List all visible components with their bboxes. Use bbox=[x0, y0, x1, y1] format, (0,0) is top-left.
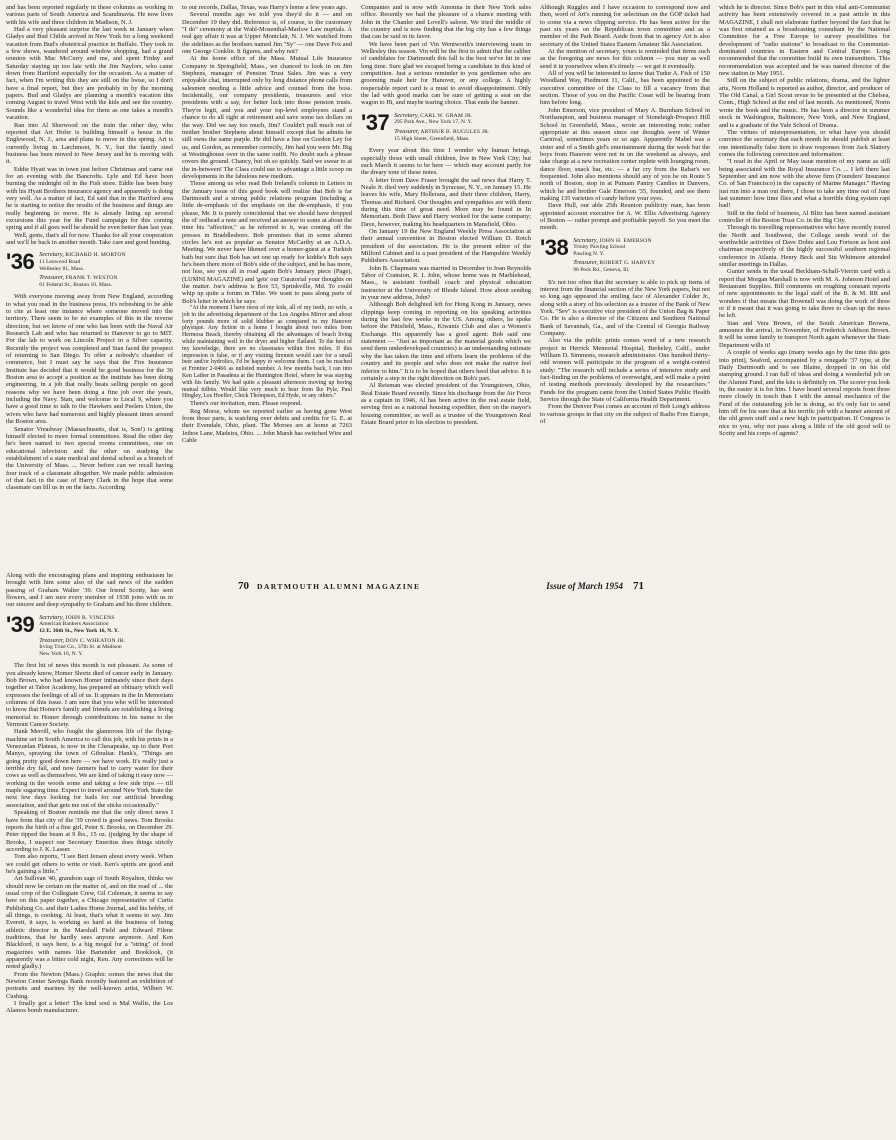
class-header bbox=[6, 249, 173, 288]
paragraph: Gunter sends in the usual Beckham-Schall-Vierrin card with a report that Morgan Marshall is now with M. A. Johnson Hotel and Restaurant Supplies. Bill comments on roughing constant reports of new appointments to the legal staff of the B. & M. RR and wonders if that means that Brownell was doing the work of three or if it meant that it was going to take three to clean up the mess he left. bbox=[719, 268, 890, 320]
treasurer-line bbox=[39, 638, 125, 645]
secretary-role: Secretary, bbox=[39, 251, 64, 259]
treasurer-role: Treasurer, bbox=[39, 274, 65, 282]
secretary-name: JOHN H. EMERSON bbox=[599, 237, 652, 244]
paragraph: Still on the subject of public relations, drama, and the lighter arts, Norm Holland is reported as author, director, and producer of The Old Canal, a Girl Scout revue to be presented at the Chelsea, Conn., High School at the end of last month. As mentioned, Norm wrote the book and the music. He has been a director in summer stock in Washington, Baltimore, New York, and New England, and is a graduate of the Yale School of Drama. bbox=[719, 77, 890, 129]
treasurer-line bbox=[39, 275, 126, 282]
secretary-line bbox=[39, 252, 126, 259]
treasurer-name: FRANK T. WESTON bbox=[65, 275, 118, 282]
paragraph: The first hit of news this month is not pleasant. As some of you already know, Homer Shortz died of cancer early in January. Bob Brown, who had known Homer intimately since their days together at Tabor Academy, has prepared an obituary which well expresses the feelings of all of us. It appears in the In Memoriam columns of this issue. I am sure that you who will be interested to know that Homer's family and friends are establishing a living memorial to Homer through contributions in his name to the Vermont Cancer Society. bbox=[6, 662, 173, 729]
secretary-address: 11 Lenwood Road bbox=[39, 258, 81, 265]
paragraph: Eddie Hyatt was in town just before Christmas and came out for an evening with the Bancrofts. Lyle and Ed have been burning the midnight oil in the Fish store. Eddie has been busy with his Hyatt Brothers insurance agency and apparently is doing very well. As a matter of fact, Ed said that in the Hartford area he is starting to notice the results of the business and things are really beginning to move. He is already lining up several excursions this year for the Fund campaign for this coming spring and if all goes well he should be even better than last year. bbox=[6, 165, 174, 232]
class-year: '36 bbox=[6, 249, 35, 275]
paragraph: Every year about this time I wonder why human beings, especially those with small children, live in New York City; but each March it seems to be here — which may account partly for the dreary tone of these notes. bbox=[361, 147, 531, 177]
secretary-address: 295 Park Ave., New York 17, N. Y. bbox=[394, 119, 473, 126]
paragraph: Tom also reports, "I see Bert Jensen about every week. When we could get others to write or visit. Ken's spirits are good and he's gaining a little." bbox=[6, 853, 173, 875]
paragraph: which he is director. Since Bob's part in this vital anti-Communist activity has been extensively covered in a past article in this MAGAZINE, I shall not elaborate further beyond the fact that he was first retained as a broadcasting consultant by the National Committee for a Free Europe to survey possibilities for development of "radio stations" to broadcast to the Communist-dominated countries in Eastern and Central Europe. Long recommended that the committee build its own transmitters. This recommendation was accepted and he was named director of the new station in May 1951. bbox=[719, 4, 890, 78]
paragraph: Although Bob delighted left for Hong Kong in January, news clippings keep coming in reporting on his speaking activities during the last few weeks in the US. Among others, he spoke before the Pittsfield, Mass., Kiwanis Club and also a Women's Exchange. His apparently has a good agent: Bob said one statement — "Just as important as the material goods which we send them underdeveloped countries) is an understanding estimate why the has taken the time and efforts learn the problems of the country and its people and who does not make the native feel inferior to him." It is to be hoped that others heed that advice. It is certainly a step in the right direction on Bob's part. bbox=[361, 301, 531, 382]
paragraph: Companies and is now with Amomia in their New York sales office. Recently we had the pleasure of a chance meeting with John in the Chanler and Lovell's saloon. We tried the middle of the country and is now finding that the big city has a few things that can be said in its favor. bbox=[361, 4, 531, 41]
paragraph: It's not too often that the secretary is able to pick up items of interest from the financial section of the New York papers, but not so long ago appeared the smiling face of Alexander Colder Jr., along with a story of his selection as a trustee of the Bank of New York. "Sev" is executive vice president of the Union Bag & Paper Co. He is also a director of the Citizens and Southern National Bank of Savannah, Ga., and of the Central of Georgia Railway Company. bbox=[540, 278, 710, 338]
treasurer-address: 15 High Street, Greenfield, Mass. bbox=[394, 135, 470, 142]
secretary-role: Secretary, bbox=[39, 613, 64, 621]
paragraph: John Emerson, vice president of Mary A. Burnham School in Northampton, and business manager of Stoneleigh-Prospect Hill School in Greenfield, Mass., wrote an interesting note; rather appropriate at this season since our thoughts were of Winter Carnival, sometimes years or so ago. Apparently Mabel was a sister and of a Smith girl's entertainment during the week but the boys from Hanover were not in on the weekend as always, and take charge at a new recreation center replete with lounging room, dance floor, snack bar, etc. — a far cry from the Rahar's we frequented. John also mentions should any of you be on Route 5 north of Boston, stop in at Putnam Pantry Candies in Danvers, which he and brother Gale Emerson '35, founded, and see them making 135 varieties of candy before your eyes. bbox=[540, 106, 710, 202]
secretary-line bbox=[39, 615, 125, 622]
treasurer-line bbox=[573, 260, 655, 267]
class-year: '38 bbox=[540, 234, 569, 260]
paragraph: Also via the public prints comes word of a new research project in Herrick Memorial Hospital, Berkeley, Calif., under William D. Simmons, research administrator. One hundred thirty-odd women will participate in the program of a weight-control study: "The research will include a series of intensive study and fact-finding on the problems of overweight, and will make a point of testing methods previously developed by the researchers." Funds for the program came from the United States Public Health Service through the State of California Health Department. bbox=[540, 337, 710, 404]
text-column-6 bbox=[6, 572, 173, 1140]
paragraph: Still in the field of business, Al Blitz has been named assistant controller of the Boston Trust Co. in the Big City. bbox=[719, 209, 890, 224]
treasurer-address: New York 16, N. Y. bbox=[39, 650, 84, 657]
text-column-1 bbox=[6, 4, 173, 572]
treasurer-role: Treasurer, bbox=[39, 636, 65, 644]
paragraph: Al Reisman was elected president of the Youngstown, Ohio, Real Estate Board recently. Since his discharge from the Air Force as a captain in 1946, Al has been active in the real estate field, serving first as a national housing expediter, then on the mayor's housing committee, as well as a trustee of the Youngstown Real Estate Board prior to his election to president. bbox=[361, 382, 531, 426]
paragraph: Ran into Al Sherwood on the train the other day, who reported that Art Hofer is building himself a house in the Englewood, N. J., area and plans to move in this spring. Art is currently living in Larchmont, N. Y., but the family steel business has been moved to New Jersey and he is moving with it. bbox=[6, 121, 173, 166]
class-officers bbox=[573, 238, 655, 274]
paragraph: At the home office of the Mass. Mutual Life Insurance Company in Springfield, Mass., we chanced to look in on Jim Stephens, manager of Pension Trust Sales. Jim was a very enjoyable chat, interrupted only by long distance phone calls from salesmen needing a little advice and counsel from the boss. Incidentally, our company presidents, treasurers and vice presidents with a say, for better luck into those pension trusts. They're legit, and you and your top-level employees stand a chance to do all right at retirement and save some tax dollars on the way. Did we say too much, Jim? Couldn't pull much out of mother brother Stephens about himself except that he admits he still owns the same purple. He did have a line on Gordon Ley for us, and Gordon, as remember correctly, Jim had you were Mr. Big at Westinghouse over in the same outfit. No doubt such a phrase covers the ground. Chancy, but oh so quickly. Said we swear to at the in-between! The Class could use to advantage a little scoop on developments in the fabulous new medium. bbox=[182, 55, 352, 180]
paragraph: John B. Chapmans was married in December to Joan Reynolds Tabor of Cranston, R. I. John, whose home was in Marblehead, Mass., is assistant football coach and physical education instructor at the University of Rhode Island. How about sending in your new address, John? bbox=[361, 264, 531, 302]
class-header bbox=[540, 234, 710, 274]
secretary-address: 12 E. 36th St., New York 16, N. Y. bbox=[39, 627, 119, 634]
secretary-line bbox=[573, 238, 655, 245]
secretary-address: American Bankers Association bbox=[39, 621, 109, 628]
class-officers bbox=[39, 252, 126, 288]
treasurer-address: 61 Federal St., Boston 10, Mass. bbox=[39, 281, 113, 288]
treasurer-role: Treasurer, bbox=[394, 128, 420, 135]
right-footer bbox=[534, 580, 644, 592]
paragraph: There's our invitation, men. Please respond. bbox=[190, 400, 302, 408]
treasurer-role: Treasurer, bbox=[573, 259, 599, 267]
paragraph: Well, gents, that's all for now. Thanks for all your cooperation and we'll be back in another month. Take care and good hunting. bbox=[6, 231, 173, 246]
paragraph: A letter from Dave Fraser brought the sad news that Harry T. Neale Jr. died very suddenly in Syracuse, N. Y., on January 15. He leaves his wife, Mary Hollerans, and their three children, Harry, Thomas and Richard. Our thoughts and sympathies are with them during this time of great need. More may be found in In Memoriam. Both Dave and Harry worked for the same company; Dave, however, making his headquarters in Mansfield, Ohio. bbox=[361, 176, 531, 228]
paragraph: and has been reported regularly in these columns as working in various parts of South America and Scandinavia. He now lives with his wife and three children in Madison, N. J. bbox=[6, 4, 173, 26]
secretary-address: Pawling N. Y. bbox=[573, 250, 605, 257]
paragraph: Had a very pleasant surprise the last week in January when Gladys and Bud Childs arrived in New York for a long weekend vacation from Bud's obstetrical practice in Buffalo. They took in a few shows, wandered around window shopping, had a grand reunion with Mac McCurry and me, and spent Friday and Saturday staying up too late with the Jim Naylors, who came down from Hartford especially for the occasion. As a matter of fact, when I'm writing this they are still on the loose, so I don't have a final report, but they are probably in by the morning papers. Bud and Gladys are planning a month's vacation this coming August to travel West with the kids and see the country. Sounds like a wonderful idea for them as one takes a month's vacation. bbox=[6, 26, 173, 122]
magazine-spread bbox=[6, 4, 890, 1015]
paragraph: At the mention of secretary, yours is reminded that items such as the foregoing are news for this column — you may as well send it in yourselves when it's timely — we get it eventually. bbox=[540, 48, 710, 70]
paragraph: I finally got a letter! The kind soul is Mal Wallis, the Los Alamos bomb manufacturer. bbox=[6, 1000, 173, 1015]
text-column-4 bbox=[540, 4, 710, 572]
secretary-address: Trinity Pawling School bbox=[573, 244, 626, 251]
paragraph: On January 19 the New England Weekly Press Association at their annual convention in Boston elected William D. Rotch president of the association. He is the present editor of the Milford Cabinet and is a past president of the Hampshire Weekly Publishers Association. bbox=[361, 227, 531, 265]
secretary-name: CARL W. GRAM JR. bbox=[420, 112, 473, 119]
secretary-address: Wellesley 81, Mass. bbox=[39, 265, 85, 272]
paragraph: Through its travelling representatives who have recently toured the North and Southwest, the College sends word of the worthwhile activities of Dave Dobie and Lou Fortson as host and chairman respectively of the highly successful southern regional conference in Atlanta. Henry Beck and Stu Whitmore attended similar meetings in Dallas. bbox=[719, 224, 890, 269]
left-page-number: 70 bbox=[238, 580, 249, 592]
treasurer-name: ROBERT G. HARVEY bbox=[599, 260, 656, 267]
right-page-number: 71 bbox=[633, 580, 644, 592]
secretary-name: JOHN R. VINCENS bbox=[65, 614, 115, 621]
paragraph: The virtues of misrepresentation, or what have you should convince the secretary that each month he should publish at least one intentionally false item to draw responses from Jack Slattery comes the following correction and information: bbox=[719, 128, 890, 158]
paragraph: "I read in the April or May issue mention of my name as still being associated with the Royal Insurance Co. ... I left there last September and am now with the above firm (Founders' Insurance Co. of San Francisco) in the capacity of Marine Manager." Having just run into a man out there, I chose to take any time out of June last summer: how time flies and what a horrible thing system rapt had! bbox=[719, 158, 890, 210]
paragraph: Speaking of Boston reminds me that the only direct news I have from that city of the '39 crowd is good news. Tom Brooks reports the birth of a fine girl, Peter S. Brooks, on December 29. Peter tipped the beam at 9 lbs., 15 oz. (judging by the shape of Brooks, I suspect our Secretary Emeritus does things strictly according to J. K. Lasser. bbox=[6, 809, 173, 853]
paragraph: Several months ago we told you they'd do it — and on December 19 they did. Reference is, of course, to the customary "I do" ceremony at the Wahl-Mosenthal-Marlow Law nuptials. A real gay affair it was at Upper Montclair, N. J. We watched from the sidelines as the brothers named Jim "Sy" — one Dave Fox and one George Conklin. It figures, and why not? bbox=[182, 11, 352, 56]
paragraph: Those among us who read Bob Ireland's column in Letters in the January issue of this good book will realize that Bob is far Dartmouth and a strong public relations program (including a little de-emphasis of the emphasis on the de-emphasis, if you please, Mr. It is purely coincidental that we should have dropped the ol' redhead a note and received an answer to some at about the time his "affection," as he referred to it, was coming off the presses in Braddlesboro. Bob promises that in some alumni circles he's not as popular as Senator McCarthy at an A.D.A. Meeting. We never have likened over a homer-guest at a Turkish bath but sure that Bob has set one up ready for kiddie's Bob says he's been there more of Bob's side of the subject, and he has more, not less, see you all in road again Bob's January piece (Page), (LUMNI MAGAZINE) and 'gets' our Curatorial your thoughts on the matter. Joe's address is Box 53, Sprinkville, Md. To could whip up quite a forum in Tithe. We want to pass along parts of Bob's letter in which he says: bbox=[182, 180, 352, 305]
paragraph: From the Newton (Mass.) Graphic comes the news that the Newton Center Savings Bank recently featured an exhibition of portraits and marines by the well-known artist, Wilbert W. Cushing. bbox=[6, 970, 173, 1000]
paragraph: Hank Merrill, who fought the glamorous life of the flying-machine set in South America to call this job, with his prints in a Venezuelan Plateau, is now in the Chesapeake, up to their Port Manyo, spraying the town of Gibraltar. Hank's, "Things are going pretty good down here — we have work. It's really just a terrible dry fall, and now farmers had to carry water for their cows as well as themselves. We are kind of taking it easy now — working in the woods some and taking a few side trips — till maple sugaring time. Expect to travel around New York State the next few days looking for bails for our artificial breeding association, and that gets me out of the sticks occasionally." bbox=[6, 728, 173, 809]
secretary-name: RICHARD H. MORTON bbox=[65, 252, 126, 259]
secretary-role: Secretary, bbox=[573, 236, 598, 244]
treasurer-line bbox=[394, 129, 490, 136]
secretary-role: Secretary, bbox=[394, 111, 419, 119]
paragraph: Senator Vreadway (Massachusetts, that is, Son!) is getting himself elected to more formal committees. Read the other day he's been named to two special rooms committees, one on educational television and the other on studying the establishment of a state medical and dental school as a branch of the University of Mass. ... Never before can we recall having four track of a classmate altogether. We made public admission of that fact in the case of Harry Clark in the hope that some classmate can fill us in on the facts. According bbox=[6, 425, 173, 492]
class-header bbox=[6, 611, 173, 658]
paragraph: Stan and Vera Brown, of the South American Browns, announce the arrival, in November, of Frederick Addison Brown. It will be some family to transport North again whenever the State Department wills it! bbox=[719, 319, 890, 349]
issue-date: Issue of March 1954 bbox=[546, 581, 623, 591]
class-year: '39 bbox=[6, 611, 35, 637]
treasurer-address: 98 Peck Rd., Geneva, Ill. bbox=[573, 267, 630, 274]
paragraph: Art Sullivan '40, grandson sage of South Royalton, thinks we should now be certain on the matter of, and on the road of ... the usual crop of the Collegiate Crew, Gil Coleman, it seems to say here on this paper together, a Chicago representative of Curtis Publishing Co. and their Ladies Home Journal, and his hobby, of all things, is cooking. At least, that's what it seems to say. Jim Everett, it says, is working so hard at the business of being athletic director in the Marshall Field and Edward Filene traditions, that he hardly sees anyone anymore. And Ken Blackford, it says here, is a big mogul for a "string" of food magazines with names like Bartender and Booklook, (it apparently was a bitter cold night, Ken. Any corrections will be noted gladly.) bbox=[6, 875, 173, 971]
paragraph: Although Ruggles and I have occasion to correspond now and then, word of Art's running for selectman on the GOP ticket had to come via a news clipping service. He has been active for the past six years on the Republican town committee and as a member of the Park Board. Aside from that in agency Art is also secretary of the United States Eastern Amateur Ski Association. bbox=[540, 4, 710, 48]
left-footer bbox=[238, 580, 420, 592]
text-column-5 bbox=[719, 4, 890, 572]
treasurer-name: ARTHUR B. RUGGLES JR. bbox=[420, 129, 490, 135]
text-column-2 bbox=[182, 4, 352, 572]
paragraph: From the Denver Post comes an account of Bob Long's address to various groups in that city on the subject of Radio Free Europe, of bbox=[540, 403, 710, 426]
paragraph: With everyone moving away from New England, according to what you read in the business press, it's refreshing to be able to cite at least one instance where someone moved into the territory. There seem to be no examples of this in the reverse direction, but we know of one who has been with the Naval Air Research Lab and who has returned to Hanover to go to MIT. For the lab to work on Lincoln Project in a Silver capacity. Recently the project was completed and Stan faced the prospect of returning to San Diego. To offer a nobody's chamber of commerce, but I must say he says that the Fire Insurance Institute has decided that it would be good business for the 36 Boston area to accept a position as the institute has been doing engineering, in a job that really beats selling people on good reasons why we have been doing a fine job over the years, including the Navy. Stan, and welcome to Local 9, where you have a good time to talk to the Hawkers and Peelers Union, the wives who have had numerous and highly pleasant times around the Boston area. bbox=[6, 293, 173, 426]
paragraph: We have been part of Vin Wentworth's interviewing team in Wellesley this season. Vin will be the first to admit that the caliber of candidates for Dartmouth this fall is the best we've hit in one long time. Sure glad we escaped being a candidate in this kind of competition. Just a serious reminder to you gentlemen who are grooming male heir for Hanover, or any college. A highly respectable report card is a must to avoid disappointment. Only the lad with good marks can be sure of getting a seat on the wagon to Hi, and maybe tearing choice. That ends the banner. bbox=[361, 40, 531, 107]
paragraph: "At the moment I have most of my kids, all of my teeth, no wife, a job in the advertising department of the Los Angeles Mirror and about forty pounds more of solid blubber as compared to my Hanover physique. Any fiction in a home I bought about two miles from Hermosa Beach, thereby obtaining all the advantages of beach living while maintaining well in the dryer and higher flatland. To the best of my knowledge, there are no classmates within five miles. If this impression is false, or if any visiting firemen would care for a small beer and/or hydrolics, I'd be happy to welcome them. I can be reached at Frontier 2-0466 as unlisted number. A few months back, I ran into Ken Lather in Pasadena at the Huntington Hotel, where he was staying with his family. We had quite a pleasant afternoon moving up boring mutual tidbits. Would like very much to hear from Ike Pyle, Paul Hingley, Les Hoeffer, Chick Thompson, Ed Hyde, or any others." bbox=[182, 305, 352, 400]
paragraph: Reg Morse, whom we reported earlier as having gone West from those parts, is watching over debits and credits for G. E. at their Evendale, Ohio, plant. The Morses are at home at 7263 Jethoe Lane, Madeira, Ohio. ... John Marsh has switched Wire and Cable bbox=[182, 407, 352, 444]
magazine-title: DARTMOUTH ALUMNI MAGAZINE bbox=[257, 582, 421, 591]
class-header bbox=[361, 109, 531, 142]
paragraph: Dave Hull, our able 25th Reunion publicity man, has been appointed account executive for A. W. Ellis Advertising Agency of Boston — rather prompt and profitable payoff. So you meet the month. bbox=[540, 202, 710, 232]
page-footer bbox=[6, 577, 890, 595]
paragraph: All of you will be interested to know that Tudor A. Fish of 150 Woodland Way, Piedmont 11, Calif., has been appointed to the executive committee of the Class to fill a vacancy from that section. Those of you on the Pacific Coast will be hearing from him before long. bbox=[540, 70, 710, 107]
paragraph: to our records, Dallas, Texas, was Harry's home a few years ago. bbox=[182, 4, 348, 11]
paragraph: A couple of weeks ago (many weeks ago by the time this gets into print), Seaford, accompanied by a renegade '37 type, at the Daily Dartmouth and to see Blaine, dropped in on his old stamping ground. I ran full of ideas and doing a wonderful job on the Alumni Fund, and the kits is definitely on. The scorer you look in, the easier it is for him. I have heard several reports from three more closely in touch than I with the annual mechanics of the Fund of the outstanding job he is doing, so it's only fair to send him off for his sure that at his terrific job with a banner amount of the old green stuff and a new high in participation. If Congress is nice to you, why not pass along a little of the old good will to Scotty and his corps of agents? bbox=[719, 349, 890, 437]
class-officers bbox=[394, 113, 490, 142]
secretary-line bbox=[394, 113, 490, 120]
class-officers bbox=[39, 615, 125, 658]
treasurer-name: DON C. WHEATON JR. bbox=[65, 637, 126, 644]
text-column-3 bbox=[361, 4, 531, 572]
treasurer-address: Irving Trust Co., 37th St. at Madison bbox=[39, 644, 122, 651]
class-year: '37 bbox=[361, 109, 390, 135]
paragraph: Along with the encouraging plans and inspiring enthusiasm he brought with him some also of the sad news of the sudden passing of Graham Walter '39. Our friend Scotty, has sent flowers, and I am sure every member of 1938 joins with us in our sincere and deep sympathy to Graham and his three children. bbox=[6, 572, 173, 609]
